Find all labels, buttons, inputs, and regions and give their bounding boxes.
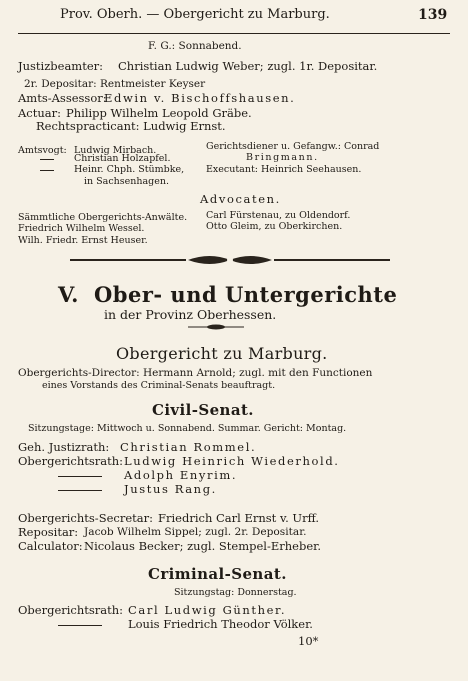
criminal-ogr-2: Louis Friedrich Theodor Völker. xyxy=(128,617,313,631)
amtsvogt-label: Amtsvogt: xyxy=(18,145,67,156)
small-ornament xyxy=(188,323,244,331)
advocaten-left-1: Sämmtliche Obergerichts-Anwälte. xyxy=(18,212,188,223)
section-subtitle: in der Provinz Oberhessen. xyxy=(104,307,277,322)
header-rule xyxy=(18,33,450,34)
actuar-label: Actuar: xyxy=(18,106,62,120)
gerichtsdiener: Gerichtsdiener u. Gefangw.: Conrad xyxy=(206,141,380,152)
criminal-ogr-label: Obergerichtsrath: xyxy=(18,603,124,617)
criminal-senat-title: Criminal-Senat. xyxy=(148,565,287,583)
ditto-dash xyxy=(58,476,102,477)
ditto-dash xyxy=(58,625,102,626)
amtsvogt-name-3: Heinr. Chph. Stümbke, xyxy=(74,164,185,175)
director-line-1: Obergerichts-Director: Hermann Arnold; zugl. mit den Functionen xyxy=(18,367,373,379)
calculator-value: Nicolaus Becker; zugl. Stempel-Erheber. xyxy=(84,539,322,553)
obergerichtsrath-3: Justus Rang. xyxy=(124,482,217,496)
geh-justizrath-label: Geh. Justizrath: xyxy=(18,440,110,454)
ditto-dash xyxy=(40,159,54,160)
ditto-dash xyxy=(40,170,54,171)
amts-label: Amts-Assessor: xyxy=(18,91,107,105)
signature-mark: 10* xyxy=(298,634,319,648)
running-title: Prov. Oberh. — Obergericht zu Marburg. xyxy=(60,7,330,22)
repositar-value: Jacob Wilhelm Sippel; zugl. 2r. Depositar. xyxy=(84,526,307,538)
amtsvogt-name-1: Ludwig Mirbach. xyxy=(74,145,157,156)
director-line-2: eines Vorstands des Criminal-Senats beauftragt. xyxy=(42,380,276,391)
advocaten-right-2: Otto Gleim, zu Oberkirchen. xyxy=(206,221,343,232)
gerichtsdiener-name: Bringmann. xyxy=(246,152,319,163)
advocaten-title: Advocaten. xyxy=(200,192,281,206)
section-title: Ober- und Untergerichte xyxy=(94,282,398,307)
ornamental-divider xyxy=(70,252,390,268)
calculator-label: Calculator: xyxy=(18,539,83,553)
amtsvogt-name-2: Christian Holzapfel. xyxy=(74,153,171,164)
obergerichtsrath-2: Adolph Enyrim. xyxy=(124,468,238,482)
advocaten-right-1: Carl Fürstenau, zu Oldendorf. xyxy=(206,210,351,221)
rechtspracticant: Rechtspracticant: Ludwig Ernst. xyxy=(36,119,226,133)
obergerichtsrath-label: Obergerichtsrath: xyxy=(18,454,124,468)
advocaten-left-2: Friedrich Wilhelm Wessel. xyxy=(18,223,145,234)
criminal-sitzung: Sitzungstag: Donnerstag. xyxy=(174,587,297,598)
secretar-label: Obergerichts-Secretar: xyxy=(18,511,153,525)
section-numeral: V. xyxy=(58,282,79,307)
page-number: 139 xyxy=(418,7,448,23)
amtsvogt-place: in Sachsenhagen. xyxy=(84,176,170,187)
actuar-value: Philipp Wilhelm Leopold Gräbe. xyxy=(66,106,252,120)
obergerichtsrath-1: Ludwig Heinrich Wiederhold. xyxy=(124,454,340,468)
advocaten-left-3: Wilh. Friedr. Ernst Heuser. xyxy=(18,235,148,246)
ditto-dash xyxy=(58,490,102,491)
amts-value: Edwin v. Bischoffshausen. xyxy=(104,91,296,105)
civil-sitzung: Sitzungstage: Mittwoch u. Sonnabend. Summar. Gericht: Montag. xyxy=(28,423,347,434)
executant: Executant: Heinrich Seehausen. xyxy=(206,164,362,175)
depositar-2: 2r. Depositar: Rentmeister Keyser xyxy=(24,78,206,90)
criminal-ogr-1: Carl Ludwig Günther. xyxy=(128,603,287,617)
justiz-value: Christian Ludwig Weber; zugl. 1r. Depositar. xyxy=(118,59,378,73)
obergericht-title: Obergericht zu Marburg. xyxy=(116,344,328,363)
fg-line: F. G.: Sonnabend. xyxy=(148,40,242,52)
justiz-label: Justizbeamter: xyxy=(18,59,104,73)
geh-justizrath-value: Christian Rommel. xyxy=(120,440,257,454)
civil-senat-title: Civil-Senat. xyxy=(152,401,254,419)
secretar-value: Friedrich Carl Ernst v. Urff. xyxy=(158,511,320,525)
repositar-label: Repositar: xyxy=(18,525,79,539)
